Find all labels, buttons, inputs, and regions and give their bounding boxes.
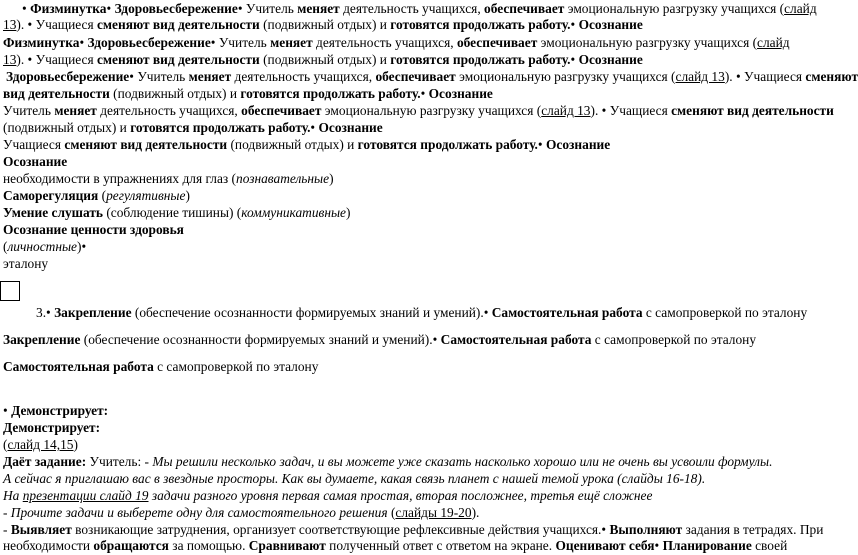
doc-line bbox=[3, 487, 652, 505]
text: возникающие затруднения, организует соответствующие рефлексивные действия учащихся. bbox=[71, 522, 602, 537]
bullet-icon: • bbox=[27, 52, 33, 67]
bold-text: Самостоятельная работа bbox=[3, 359, 154, 374]
bold-text: сменяют вид деятельности bbox=[64, 137, 228, 152]
bold-text: Осознание bbox=[545, 137, 611, 152]
doc-line bbox=[3, 436, 78, 454]
text: ) bbox=[73, 437, 78, 452]
text: ( bbox=[98, 188, 107, 203]
text: деятельность учащихся, bbox=[96, 103, 242, 118]
text: деятельность учащихся, bbox=[231, 69, 376, 84]
doc-line bbox=[3, 221, 184, 239]
bold-text: Осознание bbox=[578, 17, 643, 32]
doc-line bbox=[3, 453, 772, 471]
text: ). bbox=[471, 505, 480, 520]
italic-text: познавательные bbox=[236, 171, 330, 186]
bold-text: готовятся продолжать работу. bbox=[390, 17, 571, 32]
bold-text: Оценивают себя bbox=[555, 538, 655, 553]
bold-text: Осознание bbox=[318, 120, 383, 135]
bold-text: Здоровьесбережение bbox=[6, 69, 130, 84]
bullet-icon: • bbox=[570, 17, 576, 32]
text: эмоциональную разгрузку учащихся ( bbox=[455, 69, 676, 84]
doc-line bbox=[3, 170, 334, 188]
slide-link[interactable]: презентации слайд 19 bbox=[22, 488, 149, 503]
text: Учитель bbox=[218, 35, 271, 50]
text: (подвижный отдых) и bbox=[259, 17, 391, 32]
text: (обеспечение осознанности формируемых знаний и умений). bbox=[131, 305, 484, 320]
text: ) bbox=[329, 171, 334, 186]
bullet-icon: • bbox=[483, 305, 489, 320]
bold-text: Закрепление bbox=[3, 332, 81, 347]
text: эмоциональную разгрузку учащихся ( bbox=[321, 103, 542, 118]
bold-text: меняет bbox=[270, 35, 313, 50]
text: с самопроверкой по эталону bbox=[591, 332, 757, 347]
bold-text: Демонстрирует: bbox=[3, 420, 101, 435]
bold-text: Закрепление bbox=[54, 305, 132, 320]
doc-line bbox=[3, 402, 108, 420]
italic-text: Мы решили несколько задач, и вы можете уже сказать насколько хорошо или не очень вы усвоили формулы. bbox=[152, 454, 773, 469]
bold-text: Умение слушать bbox=[3, 205, 103, 220]
italic-text: личностные bbox=[7, 239, 77, 254]
bullet-icon: • bbox=[601, 522, 607, 537]
bold-text: готовятся продолжать работу. bbox=[357, 137, 538, 152]
bullet-icon: • bbox=[237, 1, 243, 16]
bullet-icon: • bbox=[129, 69, 134, 84]
bullet-icon: • bbox=[537, 137, 543, 152]
doc-line bbox=[3, 255, 48, 273]
bold-text: обращаются bbox=[93, 538, 169, 553]
bullet-icon: • bbox=[601, 103, 607, 118]
bold-text: сменяют вид деятельности bbox=[96, 17, 260, 32]
text: задания в тетрадях. При bbox=[682, 522, 824, 537]
text: Учитель: - bbox=[86, 454, 153, 469]
bold-text: Самостоятельная работа bbox=[491, 305, 643, 320]
bold-text: Выполняют bbox=[609, 522, 683, 537]
bold-text: Осознание bbox=[428, 86, 493, 101]
text: необходимости в упражнениях для глаз ( bbox=[3, 171, 236, 186]
doc-line bbox=[3, 153, 67, 171]
slide-link[interactable]: слайды 19-20 bbox=[395, 505, 472, 520]
text: (подвижный отдых) и bbox=[227, 137, 358, 152]
bold-text: готовятся продолжать работу. bbox=[390, 52, 571, 67]
text: (подвижный отдых) и bbox=[109, 86, 241, 101]
bullet-icon: • bbox=[432, 332, 438, 347]
bold-text: меняет bbox=[188, 69, 232, 84]
italic-text: А сейчас я приглашаю вас в звездные просторы. Как вы думаете, какая связь планет с нашей темой урока (слайды 16-18). bbox=[3, 471, 706, 486]
bullet-icon: • bbox=[22, 1, 27, 16]
bullet-icon: • bbox=[654, 538, 660, 553]
bold-text: готовятся продолжать работу. bbox=[130, 120, 311, 135]
text: своей bbox=[751, 538, 788, 553]
bold-text: Демонстрирует: bbox=[11, 403, 109, 418]
doc-line bbox=[3, 537, 787, 555]
bold-text: Здоровьесбережение bbox=[114, 1, 238, 16]
bold-text: обеспечивает bbox=[456, 35, 538, 50]
bullet-icon: • bbox=[3, 403, 8, 418]
bold-text: Самостоятельная работа bbox=[440, 332, 592, 347]
doc-line bbox=[6, 68, 858, 86]
text: эмоциональную разгрузку учащихся ( bbox=[564, 1, 785, 16]
bold-text: Осознание bbox=[578, 52, 643, 67]
bold-text: Планирование bbox=[662, 538, 752, 553]
bullet-icon: • bbox=[46, 305, 51, 320]
text: ) bbox=[185, 188, 190, 203]
bold-text: Физминутка bbox=[30, 1, 107, 16]
slide-link[interactable]: слайд 13 bbox=[675, 69, 725, 84]
text: эталону bbox=[3, 256, 49, 271]
bold-text: меняет bbox=[54, 103, 97, 118]
bold-text: Осознание ценности здоровья bbox=[3, 222, 184, 237]
doc-line bbox=[3, 102, 834, 120]
text: Учащиеся bbox=[3, 137, 65, 152]
text: ). bbox=[724, 69, 736, 84]
doc-line bbox=[3, 16, 643, 34]
doc-line bbox=[3, 119, 383, 137]
text: с самопроверкой по эталону bbox=[153, 359, 319, 374]
bold-text: сменяют вид деятельности bbox=[671, 103, 834, 118]
text: Учащиеся bbox=[744, 69, 806, 84]
doc-line bbox=[3, 136, 610, 154]
text: эмоциональную разгрузку учащихся ( bbox=[537, 35, 758, 50]
text: Учитель bbox=[245, 1, 298, 16]
bold-text: обеспечивает bbox=[241, 103, 322, 118]
bullet-icon: • bbox=[106, 1, 112, 16]
text: Учащиеся bbox=[35, 17, 97, 32]
bold-text: обеспечивает bbox=[375, 69, 456, 84]
doc-line bbox=[3, 204, 350, 222]
doc-line bbox=[3, 34, 790, 52]
text: ) bbox=[77, 239, 82, 254]
bullet-icon: • bbox=[27, 17, 33, 32]
empty-table-cell bbox=[0, 281, 20, 301]
bold-text: меняет bbox=[297, 1, 340, 16]
bullet-icon: • bbox=[310, 120, 316, 135]
text: ( bbox=[387, 505, 396, 520]
text: ). bbox=[16, 17, 28, 32]
text: - bbox=[3, 522, 11, 537]
doc-line bbox=[3, 470, 705, 488]
bold-text: Осознание bbox=[3, 154, 68, 169]
italic-text: коммуникативные bbox=[241, 205, 346, 220]
text: ). bbox=[16, 52, 28, 67]
italic-text: - Прочите задачи и выберете одну для самостоятельного решения bbox=[3, 505, 388, 520]
bold-text: Здоровьесбережение bbox=[87, 35, 211, 50]
bullet-icon: • bbox=[420, 86, 426, 101]
doc-line bbox=[3, 238, 86, 256]
slide-link[interactable]: 13 bbox=[3, 52, 17, 67]
text: Учащиеся bbox=[609, 103, 672, 118]
bold-text: готовятся продолжать работу. bbox=[240, 86, 421, 101]
bullet-icon: • bbox=[79, 35, 85, 50]
doc-line bbox=[3, 331, 756, 349]
bold-text: Выявляет bbox=[10, 522, 72, 537]
text: деятельность учащихся, bbox=[339, 1, 485, 16]
text: за помощью. bbox=[168, 538, 249, 553]
doc-line bbox=[3, 187, 190, 205]
text: ) bbox=[346, 205, 351, 220]
text: (подвижный отдых) и bbox=[3, 120, 131, 135]
bold-text: сменяют вид деятельности bbox=[96, 52, 260, 67]
bold-text: вид деятельности bbox=[3, 86, 110, 101]
text: полученный ответ с ответом на экране. bbox=[325, 538, 556, 553]
text: ( bbox=[3, 437, 8, 452]
doc-line bbox=[3, 504, 479, 522]
text: необходимости bbox=[3, 538, 94, 553]
italic-text: задачи разного уровня первая самая простая, вторая посложнее, третья ещё сложнее bbox=[148, 488, 653, 503]
text: деятельность учащихся, bbox=[312, 35, 457, 50]
text: с самопроверкой по эталону bbox=[642, 305, 808, 320]
bold-text: Саморегуляция bbox=[3, 188, 99, 203]
bullet-icon: • bbox=[735, 69, 741, 84]
text: (соблюдение тишины) ( bbox=[102, 205, 242, 220]
text: (подвижный отдых) и bbox=[259, 52, 391, 67]
text: 3. bbox=[36, 305, 47, 320]
text: (обеспечение осознанности формируемых знаний и умений). bbox=[80, 332, 433, 347]
bold-text: Даёт задание: bbox=[3, 454, 87, 469]
doc-line bbox=[3, 358, 318, 376]
text: Учитель bbox=[3, 103, 55, 118]
bold-text: сменяют bbox=[805, 69, 858, 84]
bullet-icon: • bbox=[210, 35, 216, 50]
doc-line bbox=[3, 419, 100, 437]
slide-link[interactable]: слайд bbox=[757, 35, 790, 50]
doc-line bbox=[36, 304, 807, 322]
text: Учащиеся bbox=[35, 52, 97, 67]
doc-line bbox=[3, 51, 643, 69]
bullet-icon: • bbox=[81, 239, 87, 254]
slide-link[interactable]: слайд 14,15 bbox=[7, 437, 74, 452]
italic-text: На bbox=[3, 488, 23, 503]
slide-link[interactable]: 13 bbox=[3, 17, 17, 32]
text: ). bbox=[590, 103, 602, 118]
doc-line bbox=[3, 85, 493, 103]
text: Учитель bbox=[137, 69, 189, 84]
bold-text: Сравнивают bbox=[248, 538, 326, 553]
slide-link[interactable]: слайд 13 bbox=[541, 103, 591, 118]
bold-text: обеспечивает bbox=[484, 1, 565, 16]
text: ( bbox=[3, 239, 8, 254]
bold-text: Физминутка bbox=[3, 35, 80, 50]
italic-text: регулятивные bbox=[106, 188, 186, 203]
bullet-icon: • bbox=[570, 52, 576, 67]
slide-link[interactable]: слайд bbox=[784, 1, 817, 16]
